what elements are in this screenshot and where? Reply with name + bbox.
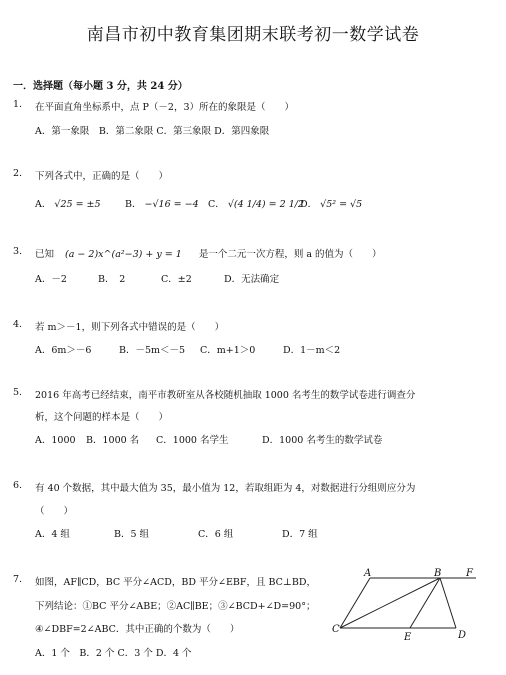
stem-expression: (a − 2)x^(a²−3) + y = 1 — [65, 249, 182, 260]
question-stem-line: 析，这个问题的样本是（ ） — [35, 412, 169, 423]
option-d — [300, 196, 362, 210]
point-label-b: B — [434, 568, 442, 579]
page-title: 南昌市初中教育集团期末联考初一数学试卷 — [86, 25, 420, 45]
point-label-f: F — [466, 568, 473, 579]
question-stem: 下列各式中，正确的是（ ） — [35, 171, 169, 182]
stem-prefix: 已知 — [35, 249, 55, 260]
section-heading: 一．选择题（每小题 3 分，共 24 分） — [13, 81, 188, 92]
option-c: C．6 组 — [198, 529, 234, 540]
question-number: 3. — [13, 246, 23, 257]
option-d: D．1000 名考生的数学试卷 — [262, 435, 383, 446]
question-options: A．1 个 B．2 个 C．3 个 D．4 个 — [35, 648, 192, 659]
point-label-e: E — [404, 632, 412, 643]
option-b: B． 2 — [98, 274, 126, 285]
question-number: 6. — [13, 480, 23, 491]
option-c: C．±2 — [161, 274, 192, 285]
option-label: B． — [125, 199, 142, 210]
point-label-d: D — [458, 630, 467, 641]
option-c: C．m+1＞0 — [200, 345, 256, 356]
option-c — [208, 196, 304, 210]
question-stem — [35, 246, 382, 260]
option-expression: √5² = √5 — [320, 199, 363, 210]
geometry-figure — [330, 566, 480, 644]
option-a: A．4 组 — [35, 529, 70, 540]
option-label: A． — [35, 199, 52, 210]
question-stem-line: 有 40 个数据，其中最大值为 35，最小值为 12，若取组距为 4，对数据进行分组则应分为 — [35, 483, 416, 494]
option-b: B．－5m＜－5 — [119, 345, 186, 356]
option-expression: −√16 = −4 — [144, 199, 199, 210]
question-number: 5. — [13, 387, 23, 398]
question-stem-line: ④∠DBF=2∠ABC．其中正确的个数为（ ） — [35, 624, 240, 635]
point-label-c: C — [332, 624, 340, 635]
question-stem: 若 m＞－1，则下列各式中错误的是（ ） — [35, 322, 225, 333]
line-bd — [440, 578, 456, 628]
question-number: 7. — [13, 574, 23, 585]
question-stem: 在平面直角坐标系中，点 P（－2，3）所在的象限是（ ） — [35, 102, 295, 113]
option-a — [35, 196, 101, 210]
question-stem-line: （ ） — [35, 506, 74, 517]
option-a: A．1000 — [35, 435, 76, 446]
stem-suffix: 是一个二元一次方程，则 a 的值为（ ） — [198, 249, 382, 260]
question-number: 4. — [13, 319, 23, 330]
point-label-a: A — [364, 568, 372, 579]
option-b: B．5 组 — [114, 529, 150, 540]
question-stem-line: 2016 年高考已经结束，南平市教研室从各校随机抽取 1000 名考生的数学试卷进行调查分 — [35, 390, 416, 401]
question-stem-line: 下列结论：①BC 平分∠ABE；②AC∥BE；③∠BCD+∠D=90°； — [35, 601, 316, 612]
option-a: A．－2 — [35, 274, 67, 285]
option-expression: √25 = ±5 — [54, 199, 101, 210]
option-b — [125, 196, 199, 210]
option-label: D． — [300, 199, 318, 210]
option-c: C．1000 名学生 — [156, 435, 229, 446]
option-d: D．1－m＜2 — [283, 345, 341, 356]
option-d: D．无法确定 — [224, 274, 280, 285]
question-number: 1. — [13, 99, 23, 110]
option-d: D．7 组 — [282, 529, 318, 540]
question-options: A．第一象限 B．第二象限 C．第三象限 D．第四象限 — [35, 126, 270, 137]
option-label: C． — [208, 199, 225, 210]
question-stem-line: 如图，AF∥CD，BC 平分∠ACD，BD 平分∠EBF，且 BC⊥BD， — [35, 577, 316, 588]
question-number: 2. — [13, 168, 23, 179]
option-b: B．1000 名 — [86, 435, 140, 446]
option-expression: √(4 1/4) = 2 1/2 — [227, 199, 304, 210]
option-a: A．6m＞－6 — [35, 345, 92, 356]
